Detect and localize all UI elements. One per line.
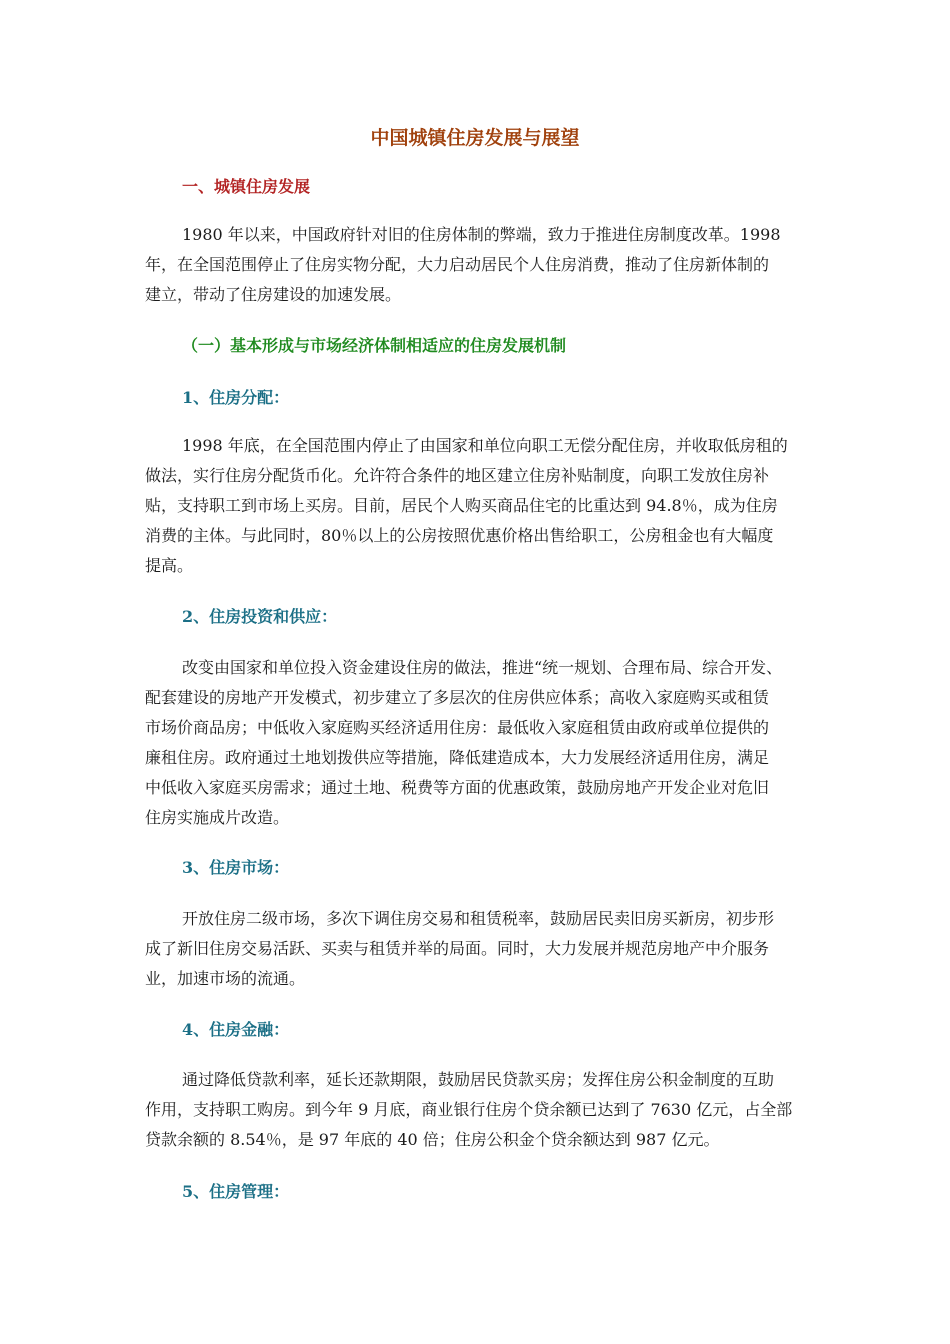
- paragraph-line: 配套建设的房地产开发模式，初步建立了多层次的住房供应体系；高收入家庭购买或租赁: [145, 688, 770, 707]
- investment-paragraph: [145, 653, 810, 833]
- paragraph-line: 1980 年以来，中国政府针对旧的住房体制的弊端，致力于推进住房制度改革。1998: [182, 225, 781, 244]
- subsection-heading-mechanism: （一）基本形成与市场经济体制相适应的住房发展机制: [182, 336, 567, 355]
- item-heading-management: 5、住房管理：: [182, 1182, 290, 1201]
- item-heading-market: 3、住房市场：: [182, 858, 290, 877]
- document-title: 中国城镇住房发展与展望: [370, 127, 580, 149]
- paragraph-line: 通过降低贷款利率，延长还款期限，鼓励居民贷款买房；发挥住房公积金制度的互助: [182, 1070, 775, 1089]
- finance-paragraph: [145, 1065, 810, 1155]
- paragraph-line: 建立，带动了住房建设的加速发展。: [145, 285, 402, 304]
- paragraph-line: 贴，支持职工到市场上买房。目前，居民个人购买商品住宅的比重达到 94.8％，成为住房: [145, 496, 778, 515]
- paragraph-line: 业，加速市场的流通。: [145, 969, 306, 988]
- item-heading-investment-supply: 2、住房投资和供应：: [182, 607, 338, 626]
- intro-paragraph: [145, 220, 810, 310]
- paragraph-line: 1998 年底，在全国范围内停止了由国家和单位向职工无偿分配住房，并收取低房租的: [182, 436, 788, 455]
- paragraph-line: 廉租住房。政府通过土地划拨供应等措施，降低建造成本，大力发展经济适用住房，满足: [145, 748, 770, 767]
- item-heading-finance: 4、住房金融：: [182, 1020, 290, 1039]
- distribution-paragraph: [145, 431, 810, 581]
- paragraph-line: 改变由国家和单位投入资金建设住房的做法，推进“统一规划、合理布局、综合开发、: [182, 658, 783, 677]
- paragraph-line: 市场价商品房；中低收入家庭购买经济适用住房：最低收入家庭租赁由政府或单位提供的: [145, 718, 770, 737]
- section-heading-urban-housing: 一、城镇住房发展: [182, 177, 311, 196]
- paragraph-line: 提高。: [145, 556, 194, 575]
- paragraph-line: 开放住房二级市场，多次下调住房交易和租赁税率，鼓励居民卖旧房买新房，初步形: [182, 909, 775, 928]
- paragraph-line: 做法，实行住房分配货币化。允许符合条件的地区建立住房补贴制度，向职工发放住房补: [145, 466, 770, 485]
- paragraph-line: 作用，支持职工购房。到今年 9 月底，商业银行住房个贷余额已达到了 7630 亿元，占全部: [145, 1100, 793, 1119]
- paragraph-line: 消费的主体。与此同时，80％以上的公房按照优惠价格出售给职工，公房租金也有大幅度: [145, 526, 774, 545]
- paragraph-line: 年，在全国范围停止了住房实物分配，大力启动居民个人住房消费，推动了住房新体制的: [145, 255, 770, 274]
- paragraph-line: 成了新旧住房交易活跃、买卖与租赁并举的局面。同时，大力发展并规范房地产中介服务: [145, 939, 770, 958]
- market-paragraph: [145, 904, 810, 994]
- paragraph-line: 住房实施成片改造。: [145, 808, 290, 827]
- item-heading-distribution: 1、住房分配：: [182, 388, 290, 407]
- paragraph-line: 贷款余额的 8.54％，是 97 年底的 40 倍；住房公积金个贷余额达到 987 亿元。: [145, 1130, 720, 1149]
- paragraph-line: 中低收入家庭买房需求；通过土地、税费等方面的优惠政策，鼓励房地产开发企业对危旧: [145, 778, 770, 797]
